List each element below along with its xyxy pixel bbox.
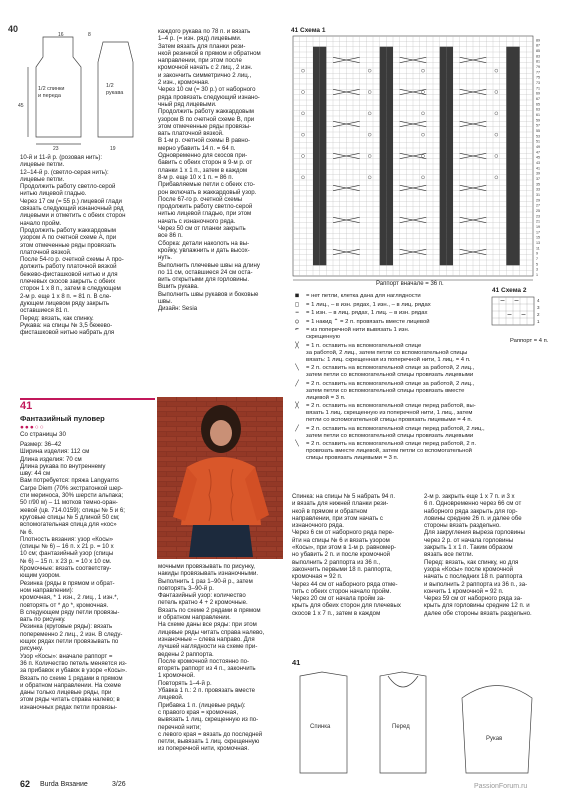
chart1-row-label: 83 [536,54,540,59]
chart2-repeat-label: Раппорт = 4 п. [510,338,549,344]
legend-text: = 2 п. оставить на вспомогательной спице перед работой, вы- вязать 1 лиц. скрещенную из поперечной нити, 1 лиц., затем петли со вспомогательной спицы провязать лицевыми = 4 п. [306,403,476,423]
chart1-yarn-over [302,155,305,158]
model41-details: Размер: 36–42 Ширина изделия: 112 см Длина изделия: 70 см Длина рукава по внутреннему шву: 44 см Вам потребуется: пряжа Langyarns Carpe Diem (70% экстратонкой шер- сти мериноса, 30% шерсти альпака; 50 г/90 м) – 11 мотков темно-оран- жевой (цв. 714.0159); спицы № 5 и 6; круговые спицы № 5 длиной 50 см; вспомогательная спица для «кос» № 6. Плотность вязания: узор «Косы» (спицы № 6) – 16 п. х 21 р. = 10 х 10 см; фантазийный узор (спицы № 6) – 15 п. х 23 р. = 10 х 10 см. Кромочные: вязать соответству- ющим узором. Резинка (ряды в прямом и обрат- ном направлении): кромочная, * 1 изн., 2 лиц., 1 изн.*, повторять от * до *, кромочная. В следующем ряду петли провязы- вать по рисунку. Резинка (круговые ряды): вязать попеременно 2 лиц., 2 изн. В следу- ющих рядах петли провязывать по рисунку. Узор «Косы»: вначале раппорт = 36 п. Количество петель меняется из- за прибавок и убавок в узоре «Косы». Вязать по схеме 1 рядами в прямом и обратном направлении. На схеме даны только лицевые ряды, при этом ряды читать справа налево; в изнаночных рядах петли провязы- [20,441,127,711]
legend-symbol-icon: ╲ [295,365,299,371]
legend-text: = 1 лиц., – в изн. рядах, 1 изн., – в лиц. рядах [306,301,431,308]
legend-item [291,319,551,326]
dim-45: 45 [18,103,24,109]
chart1-row-label: 67 [536,97,540,101]
chart1-yarn-over [422,69,425,72]
chart1-no-stitch-cell [380,47,387,266]
legend-item [291,327,551,341]
watermark: PassionForum.ru [474,783,528,790]
model41-number: 41 [20,400,33,412]
chart1-yarn-over [495,69,498,72]
chart1-yarn-over [422,133,425,136]
chart1-row-label: 5 [536,262,538,267]
chart1-row-label: 65 [536,102,540,107]
chart1-row-label: 51 [536,139,540,144]
chart1-row-label: 23 [536,214,540,219]
model-photo [157,397,283,559]
chart1-no-stitch-cell [506,47,513,266]
section-divider [20,398,155,400]
chart1-yarn-over [302,69,305,72]
legend-symbol-icon: ■ [295,293,299,299]
from-page: Со страницы 30 [20,431,66,438]
chart2-row-label: 4 [537,298,540,303]
back-piece-label: Спинка [310,724,331,730]
chart1-row-label: 75 [536,75,540,80]
chart1-yarn-over [495,91,498,94]
legend-item [291,343,551,364]
legend-text: = 2 п. оставить на вспомогательной спице перед работой, 2 лиц., затем петли со вспомогательной спицы провязать лицевыми [306,425,485,439]
legend-symbol-icon: ╱ [295,425,299,432]
chart1-row-label: 7 [536,257,538,261]
chart1-row-label: 35 [536,182,540,187]
chart1-repeat-label: Раппорт вначале = 36 п. [376,281,444,287]
chart1-no-stitch-cell [386,47,393,266]
chart1-yarn-over [368,69,371,72]
chart1-row-label: 77 [536,70,540,75]
back-label: 1/2 спинки [38,86,65,92]
chart1-yarn-over [495,112,498,115]
chart1-row-label: 19 [536,225,540,229]
chart1-row-label: 55 [536,129,540,133]
legend-item [291,381,551,402]
sleeve-label: 1/2 [106,83,114,89]
difficulty-dots: ●●●○○ [20,424,45,431]
chart1-yarn-over [495,176,498,179]
legend-item [291,302,551,309]
chart1-row-label: 25 [536,209,540,213]
chart1-row-label: 15 [536,235,540,240]
legend-symbol-icon: □ [295,301,299,308]
chart1-yarn-over [368,91,371,94]
chart1-yarn-over [422,155,425,158]
legend-symbol-icon: ╲ [295,441,299,447]
chart1-yarn-over [302,112,305,115]
chart1-title: 41 Схема 1 [291,27,326,34]
model40-pattern-diagram [8,32,158,150]
chart1-yarn-over [368,155,371,158]
sleeve-piece-label: Рукав [486,736,503,742]
chart1-row-label: 53 [536,134,540,139]
pattern41-number: 41 [292,658,301,667]
chart1-row-label: 31 [536,193,540,197]
legend-item [291,403,551,424]
chart1-row-label: 69 [536,91,540,96]
chart1-yarn-over [302,133,305,136]
chart1-row-label: 3 [536,267,538,272]
chart1-no-stitch-cell [446,47,453,266]
dim-23: 23 [53,146,59,150]
magazine-issue: 3/26 [112,781,126,788]
svg-text:8: 8 [88,32,91,38]
chart1-row-label: 29 [536,198,540,203]
front-piece-label: Перед [392,724,410,730]
legend-symbol-icon: ╳ [295,403,299,409]
sweater-photo-illustration [157,397,283,559]
chart2-row-label: 1 [537,319,540,324]
chart1-row-label: 73 [536,81,540,85]
legend-symbol-icon: ╱ [295,380,299,387]
chart-legend [291,293,551,464]
chart1-row-label: 79 [536,65,540,69]
knitting-chart-1 [291,34,551,282]
legend-symbol-icon: ⌐ [295,327,299,333]
chart1-row-label: 39 [536,171,540,176]
chart1-row-label: 1 [536,273,538,277]
chart1-row-label: 43 [536,161,540,165]
dim-19: 19 [110,146,116,150]
chart1-row-label: 21 [536,219,540,224]
chart1-row-label: 59 [536,118,540,123]
chart1-row-label: 87 [536,43,540,48]
chart1-row-label: 57 [536,123,540,128]
legend-symbol-icon: ○ [295,318,299,325]
chart1-yarn-over [422,176,425,179]
legend-text: = из поперечной нити вывязать 1 изн. скрещенную [306,327,410,340]
chart1-row-label: 13 [536,241,540,245]
chart1-row-label: 47 [536,150,540,155]
chart1-row-label: 33 [536,187,540,192]
chart1-no-stitch-cell [513,47,520,266]
magazine-brand: Burda Вязание [40,781,88,788]
chart1-row-label: 81 [536,59,540,64]
chart1-no-stitch-cell [320,47,327,266]
legend-symbol-icon: ╳ [295,342,299,349]
chart1-yarn-over [495,155,498,158]
chart1-row-label: 9 [536,251,538,256]
model41-pattern-diagram [292,668,552,780]
chart1-row-label: 37 [536,177,540,181]
legend-item [291,310,551,317]
chart1-yarn-over [368,176,371,179]
chart1-yarn-over [422,91,425,94]
chart1-row-label: 27 [536,203,540,208]
chart1-row-label: 41 [536,166,540,171]
legend-text: = 1 п. оставить на вспомогательной спице за работой, 2 лиц., затем петли со вспомогательной спицы вязать: 1 лиц. скрещенная из поперечной нити, 1 лиц. = 4 п. [306,342,471,363]
chart1-row-label: 11 [536,246,540,251]
chart1-row-label: 85 [536,49,540,53]
chart2-title: 41 Схема 2 [492,287,527,294]
chart1-yarn-over [368,112,371,115]
chart1-row-label: 63 [536,107,540,112]
legend-item [291,293,551,300]
chart1-row-label: 45 [536,155,540,160]
legend-text: = 2 п. оставить на вспомогательной спице за работой, 2 лиц., затем петли со вспомогательной спицы провязать лицевыми [306,365,475,378]
chart1-row-label: 61 [536,113,540,117]
chart1-row-label: 71 [536,86,540,91]
chart1-yarn-over [495,133,498,136]
col4-instructions: 2-м р. закрыть еще 1 х 7 п. и 3 х 6 п. Одновременно через 66 см от наборного ряда закрыть для гор- ловины средние 26 п. и далее обе стороны вязать раздельно. Для закругления выреза горловины через 2 р. от начала горловины закрыть 1 х 1 п. Таким образом вязать все петли. Перед: вязать, как спинку, но для узора «Косы» после кромочной начать с последних 18 п. раппорта и выполнить 2 раппорта из 36 п., за- кончить 1 кромочной = 92 п. Через 59 см от наборного ряда за- крыть для горловины средние 12 п. и далее обе стороны вязать раздельно. [424,493,532,617]
col2-bottom-instructions: мочными провязывать по рисунку, накиды провязывать изнаночными. Выполнить 1 раз 1–90-й р., затем повторять 3–90-й р. Фантазийный узор: количество петель кратно 4 + 2 кромочные. Вязать по схеме 2 рядами в прямом и обратном направлении. На схеме даны все ряды: при этом лицевые ряды читать справа налево, изнаночные – слева направо. Для лучшей наглядности на схеме при- ведены 2 раппорта. После кромочной постоянно по- вторять раппорт из 4 п., закончить 1 кромочной. Повторять 1–4-й р. Убавка 1 п.: 2 п. провязать вместе лицевой. Прибавка 1 п. (лицевые ряды): с правого края = кромочная, вывязать 1 лиц. скрещенную из по- перечной нити; с левого края = вязать до последней петли, вывязать 1 лиц. скрещенную из поперечной нити, кромочная. [158,563,265,753]
chart1-yarn-over [302,176,305,179]
chart1-no-stitch-cell [440,47,447,266]
chart2-row-label: 2 [537,312,540,317]
legend-text: = 2 п. оставить на вспомогательной спице за работой, 2 лиц., затем петли со вспомогательной спицы провязать вместе лицевой = 3 п. [306,380,475,401]
legend-text: = 1 накид ⌃ = 2 п. провязать вместе лицевой [306,318,430,325]
legend-item [291,441,551,462]
col3-instructions: Спинка: на спицы № 5 набрать 94 п. и вязать для нижней планки рези- нкой в прямом и обратном направлении, при этом начать с изнаночного ряда. Через 6 см от наборного ряда пере- йти на спицы № 6 и вязать узором «Косы», при этом в 1-м р. равномер- но убавить 2 п. и после кромочной выполнить 2 раппорта из 36 п., закончить первыми 18 п. раппорта, кромочная = 92 п. Через 44 см от наборного ряда отме- тить с обеих сторон начало пройм. Через 20 см от начала пройм за- крыть для обеих сторон для плечевых скосов 1 х 7 п., затем в каждом [292,493,401,617]
chart1-yarn-over [368,133,371,136]
chart1-no-stitch-cell [313,47,320,266]
svg-text:рукава: рукава [106,90,124,96]
legend-item [291,365,551,379]
legend-item [291,426,551,440]
col2-instructions: каждого рукава по 78 п. и вязать 1–4 р. (= изн. ряд) лицевыми. Затем вязать для планки рези- нкой резинкой в прямом и обратном направлении, при этом после кромочной начать с 2 лиц., 2 изн. и закончить симметрично 2 лиц., 2 изн., кромочная. Через 10 см (= 30 р.) от наборного ряда провязать следующий изнано- чный ряд лицевыми. Продолжить работу жаккардовым узором В по счетной схеме В, при этом отмеченные ряды провязы- вать платочной вязкой. В 1-м р. счетной схемы В равно- мерно убавить 14 п. = 64 п. Одновременно для скосов при- бавить с обеих сторон в 9-м р. от планки 1 х 1 п., затем в каждом 8-м р. еще 10 х 1 п. = 86 п. Прибавляемые петли с обеих сто- рон включать в жаккардовый узор. После 67-го р. счетной схемы продолжить работу светло-серой нитью лицевой гладью, при этом начать с изнаночного ряда. Через 50 см от планки закрыть все 86 п. Сборка: детали наколоть на вы- кройку, увлажнить и дать высох- нуть. Выполнить плечевые швы на длину по 11 см, оставшиеся 24 см оста- вить открытыми для горловины. Вшить рукава. Выполнить швы рукавов и боковые швы. Дизайн: Sesia [158,28,261,313]
legend-text: = 2 п. оставить на вспомогательной спице перед работой, 2 п. провязать вместе лицевой, затем петли со вспомогательной спицы провязать лицевыми = 3 п. [306,441,477,461]
svg-text:и переда: и переда [38,93,61,99]
legend-text: = нет петли, клетка дана для наглядности [306,293,421,299]
legend-symbol-icon: − [295,310,299,316]
model-number: 40 [8,24,19,34]
svg-text:16: 16 [58,32,64,38]
col1-instructions: 10-й и 11-й р. (розовая нить): лицевые петли. 12–14-й р. (светло-серая нить): лицевые петли. Продолжить работу светло-серой нитью лицевой гладью. Через 17 см (= 55 р.) лицевой глади связать следующий изнаночный ряд лицевыми и отметить с обеих сторон начало пройм. Продолжить работу жаккардовым узором А по счетной схеме А, при этом отмеченные ряды провязать платочной вязкой. После 54-го р. счетной схемы А про- должить работу платочной вязкой бежево-фисташковой нитью и для плечевых скосов закрыть с обеих сторон 1 х 8 п., затем в следующем 2-м р. еще 1 х 8 п. = 81 п. В сле- дующем лицевом ряду закрыть оставшиеся 81 п. Перед: вязать, как спинку. Рукава: на спицы № 3,5 бежево- фисташковой нитью набрать для [20,154,126,337]
model41-title: Фантазийный пуловер [20,414,105,423]
chart1-row-label: 17 [536,230,540,235]
legend-text: = 1 изн. – в лиц. рядах, 1 лиц. – в изн. рядах [306,310,428,316]
page-number: 62 [20,779,31,789]
chart1-yarn-over [302,91,305,94]
chart2-row-label: 3 [537,305,540,310]
chart1-yarn-over [422,112,425,115]
chart1-row-label: 89 [536,38,540,43]
chart1-row-label: 49 [536,145,540,149]
